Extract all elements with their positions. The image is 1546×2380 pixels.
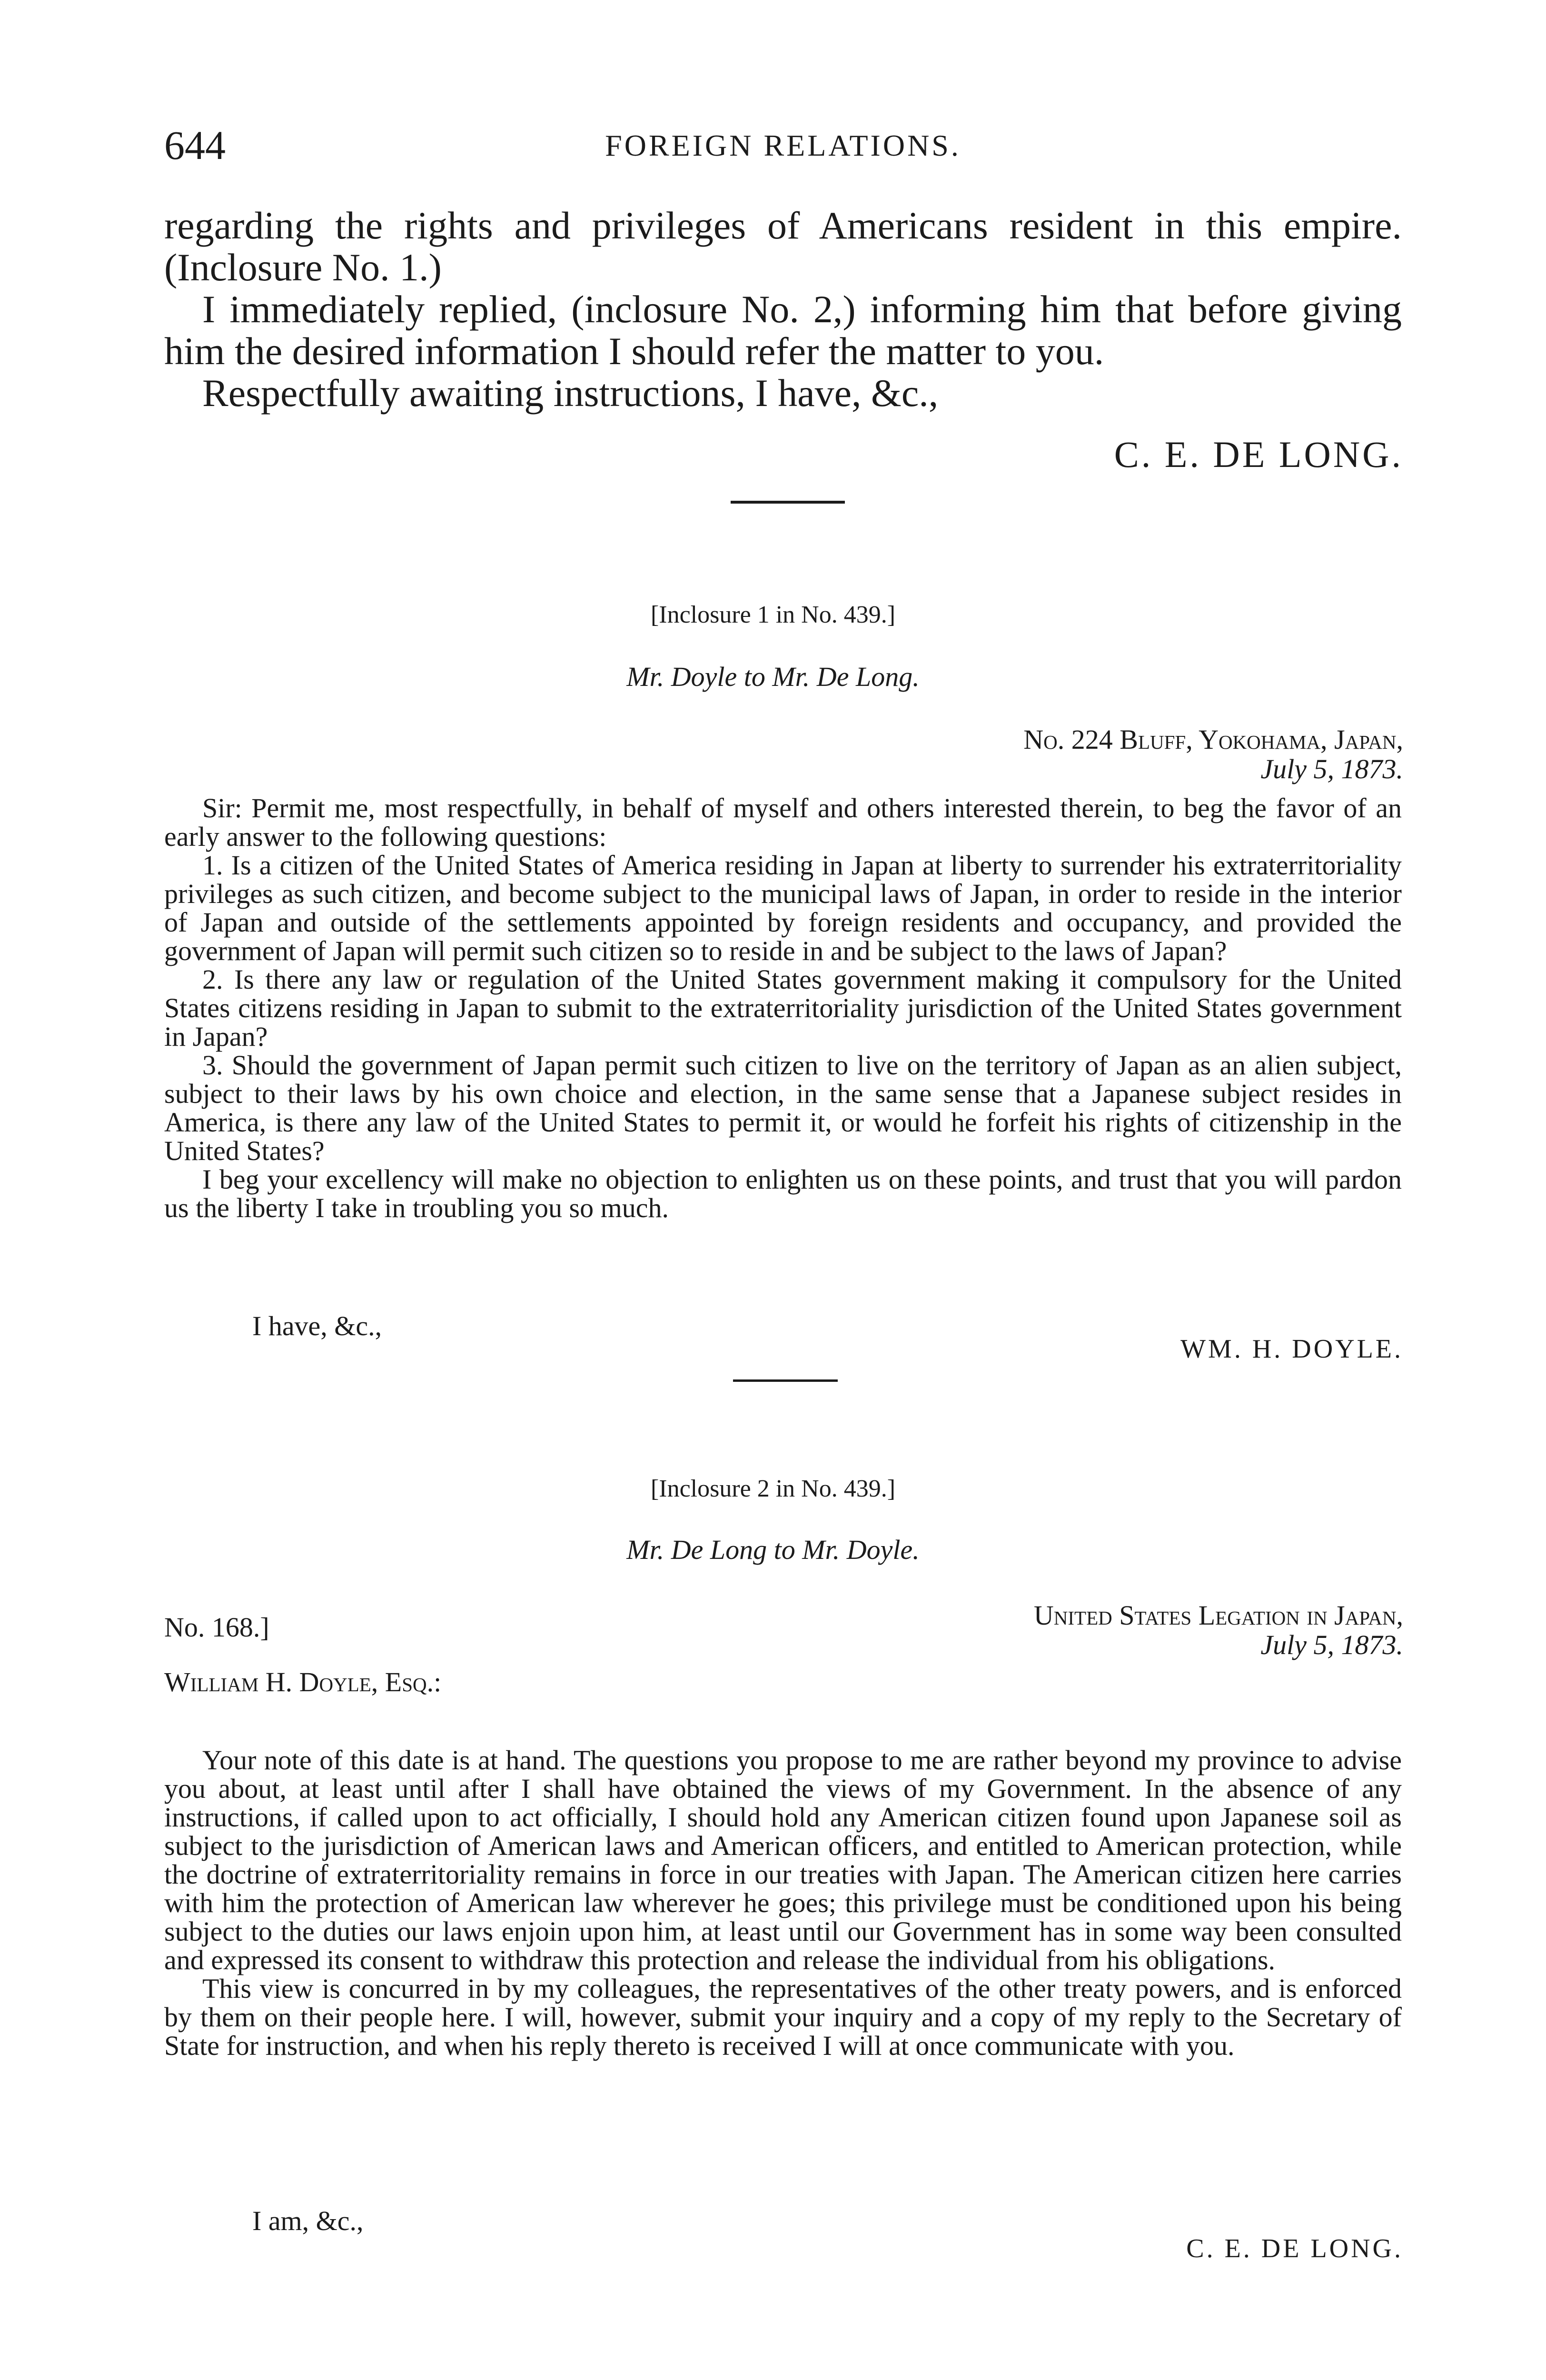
paragraph: I beg your excellency will make no objection to enlighten us on these points, and trust that you will pardon us the liberty I take in troubling you so much. (164, 1164, 1402, 1223)
letter-signature: C. E. DE LONG. (1186, 2234, 1403, 2263)
section-divider (733, 1379, 838, 1382)
salutation-paragraph: Sir: Permit me, most respectfully, in behalf of myself and others interested therein, to beg the favor of an early answer to the following questions: (164, 793, 1402, 852)
letter-title: Mr. De Long to Mr. Doyle. (626, 1534, 920, 1565)
letter-title: Mr. Doyle to Mr. De Long. (626, 661, 920, 692)
letter-place: No. 224 Bluff, Yokohama, Japan, (1023, 724, 1403, 755)
page-number: 644 (164, 122, 226, 168)
question-paragraph: 1. Is a citizen of the United States of America residing in Japan at liberty to surrender his extraterritoriality privileges as such citizen, and become subject to the municipal laws of Japan, in order to reside in the interior of Japan and outside of the settlements appointed by foreign residents and occupancy, and provided the government of Japan will permit such citizen so to reside in and be subject to the laws of Japan? (164, 850, 1402, 966)
paragraph: Your note of this date is at hand. The questions you propose to me are rather beyond my province to advise you about, at least until after I shall have obtained the views of my Government. In the absence of any instructions, if called upon to act officially, I should hold any American citizen found upon Japanese soil as subject to the jurisdiction of American laws and American officers, and entitled to American protection, while the doctrine of extraterritoriality remains in force in our treaties with Japan. The American citizen here carries with him the protection of American law wherever he goes; this privilege must be conditioned upon his being subject to the duties our laws enjoin upon him, at least until our Government has in some way been consulted and expressed its consent to withdraw this protection and release the individual from his obligations. (164, 1745, 1402, 1975)
addressee: William H. Doyle, Esq.: (164, 1666, 442, 1697)
top-letter-body (164, 205, 1402, 414)
letter-body (164, 794, 1402, 1222)
top-letter-signature: C. E. DE LONG. (1114, 434, 1403, 475)
page-header (164, 121, 1402, 174)
letter-place: United States Legation in Japan, (1033, 1600, 1403, 1631)
dispatch-number: No. 168.] (164, 1612, 269, 1643)
letter-closing: I am, &c., (252, 2205, 364, 2236)
letter-date: July 5, 1873. (1260, 754, 1403, 784)
letter-closing: I have, &c., (252, 1310, 382, 1341)
letter-date: July 5, 1873. (1260, 1629, 1403, 1660)
inclosure-caption: [Inclosure 2 in No. 439.] (650, 1475, 896, 1502)
question-paragraph: 2. Is there any law or regulation of the United States government making it compulsory for the United States citizens residing in Japan to submit to the extraterritoriality jurisdiction of the United States government in Japan? (164, 964, 1402, 1052)
inclosure-caption: [Inclosure 1 in No. 439.] (650, 601, 896, 628)
letter-signature: WM. H. DOYLE. (1180, 1334, 1403, 1364)
section-divider (731, 501, 845, 504)
paragraph: Respectfully awaiting instructions, I have, &c., (202, 371, 939, 415)
running-title: FOREIGN RELATIONS. (605, 129, 961, 162)
paragraph: regarding the rights and privileges of Americans resident in this empire. (Inclosure No. 1.) (164, 204, 1402, 289)
paragraph: This view is concurred in by my colleagues, the representatives of the other treaty powers, and is enforced by them on their people here. I will, however, submit your inquiry and a copy of my reply to the Secretary of State for instruction, and when his reply thereto is received I will at once communicate with you. (164, 1973, 1402, 2061)
paragraph: I immediately replied, (inclosure No. 2,) informing him that before giving him the desired information I should refer the matter to you. (164, 288, 1402, 373)
letter-body (164, 1746, 1402, 2060)
question-paragraph: 3. Should the government of Japan permit such citizen to live on the territory of Japan as an alien subject, subject to their laws by his own choice and election, in the same sense that a Japanese subject resides in America, is there any law of the United States to permit it, or would he forfeit his rights of citizenship in the United States? (164, 1050, 1402, 1166)
